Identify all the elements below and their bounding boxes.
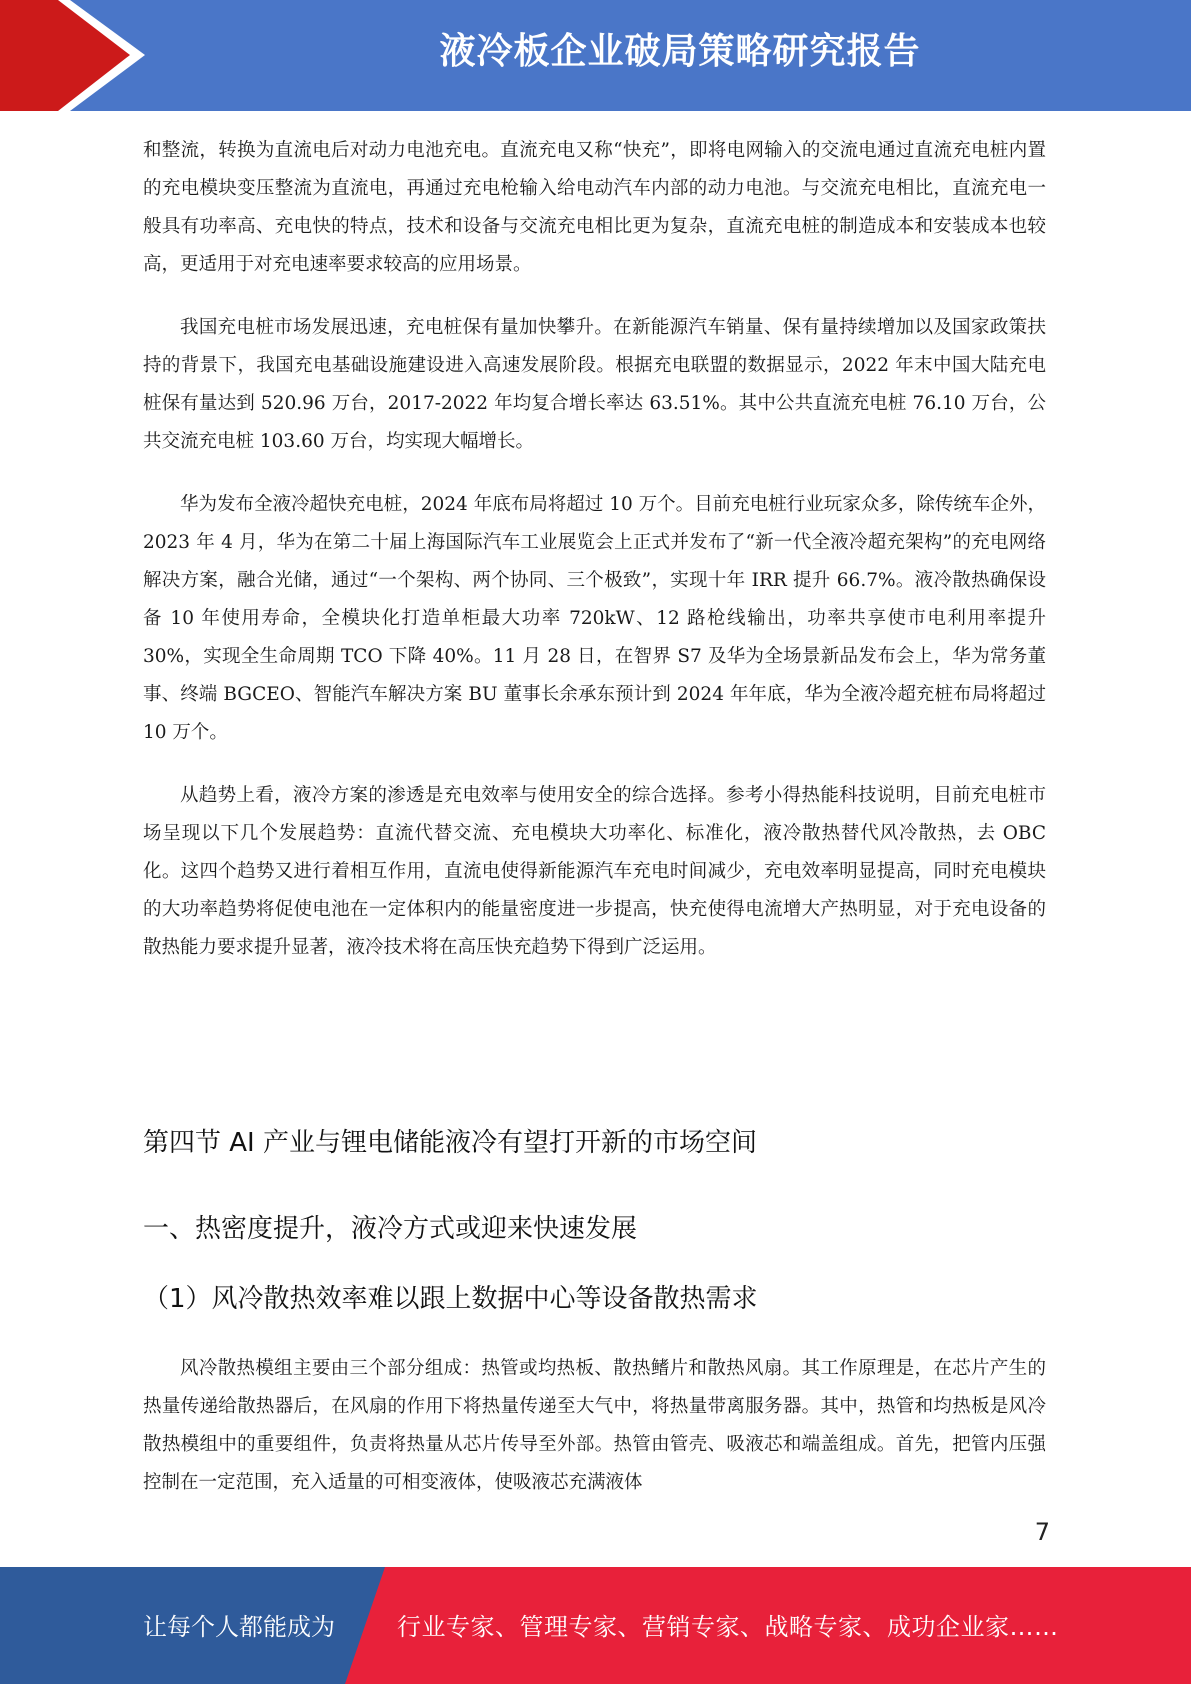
paragraph-1: 和整流，转换为直流电后对动力电池充电。直流充电又称“快充”，即将电网输入的交流电通过直流充电桩内置的充电模块变压整流为直流电，再通过充电枪输入给电动汽车内部的动力电池。与交流充电相比，直流充电一般具有功率高、充电快的特点，技术和设备与交流充电相比更为复杂，直流充电桩的制造成本和安装成本也较高，更适用于对充电速率要求较高的应用场景。 [143, 140, 1046, 275]
section-heading: 第四节 AI 产业与锂电储能液冷有望打开新的市场空间 [143, 1128, 757, 1158]
page-footer [0, 1567, 1191, 1684]
paragraph-2: 我国充电桩市场发展迅速，充电桩保有量加快攀升。在新能源汽车销量、保有量持续增加以及国家政策扶持的背景下，我国充电基础设施建设进入高速发展阶段。根据充电联盟的数据显示，2022 年末中国大陆充电桩保有量达到 520.96 万台，2017-2022 年均复合增长率达 63.51%。其中公共直流充电桩 76.10 万台，公共交流充电桩 103.60 万台，均实现大幅增长。 [143, 317, 1046, 452]
subsection-heading-1: 一、热密度提升，液冷方式或迎来快速发展 [143, 1214, 638, 1244]
paragraph-3: 华为发布全液冷超快充电桩，2024 年底布局将超过 10 万个。目前充电桩行业玩家众多，除传统车企外，2023 年 4 月，华为在第二十届上海国际汽车工业展览会上正式并发布了“新一代全液冷超充架构”的充电网络解决方案，融合光储，通过“一个架构、两个协同、三个极致”，实现十年 IRR 提升 66.7%。液冷散热确保设备 10 年使用寿命，全模块化打造单柜最大功率 720kW、12 路枪线输出，功率共享使市电利用率提升 30%，实现全生命周期 TCO 下降 40%。11 月 28 日，在智界 S7 及华为全场景新品发布会上，华为常务董事、终端 BGCEO、智能汽车解决方案 BU 董事长余承东预计到 2024 年年底，华为全液冷超充桩布局将超过 10 万个。 [143, 494, 1046, 743]
report-title: 液冷板企业破局策略研究报告 [439, 31, 921, 72]
paragraph-4: 从趋势上看，液冷方案的渗透是充电效率与使用安全的综合选择。参考小得热能科技说明，目前充电桩市场呈现以下几个发展趋势：直流代替交流、充电模块大功率化、标准化，液冷散热替代风冷散热，去 OBC 化。这四个趋势又进行着相互作用，直流电使得新能源汽车充电时间减少，充电效率明显提高，同时充电模块的大功率趋势将促使电池在一定体积内的能量密度进一步提高，快充使得电流增大产热明显，对于充电设备的散热能力要求提升显著，液冷技术将在高压快充趋势下得到广泛运用。 [143, 785, 1046, 958]
body-text [143, 132, 1046, 992]
subsection-heading-2: （1）风冷散热效率难以跟上数据中心等设备散热需求 [143, 1284, 758, 1314]
footer-slogan-right: 行业专家、管理专家、营销专家、战略专家、成功企业家…… [397, 1613, 1059, 1641]
page-number: 7 [1034, 1518, 1050, 1546]
header-arrow-decoration [0, 0, 160, 111]
page-header [0, 0, 1191, 111]
footer-slogan-left: 让每个人都能成为 [143, 1613, 335, 1641]
paragraph-5: 风冷散热模组主要由三个部分组成：热管或均热板、散热鳍片和散热风扇。其工作原理是，在芯片产生的热量传递给散热器后，在风扇的作用下将热量传递至大气中，将热量带离服务器。其中，热管和均热板是风冷散热模组中的重要组件，负责将热量从芯片传导至外部。热管由管壳、吸液芯和端盖组成。首先，把管内压强控制在一定范围，充入适量的可相变液体，使吸液芯充满液体 [143, 1358, 1046, 1493]
final-body-text [143, 1350, 1046, 1527]
